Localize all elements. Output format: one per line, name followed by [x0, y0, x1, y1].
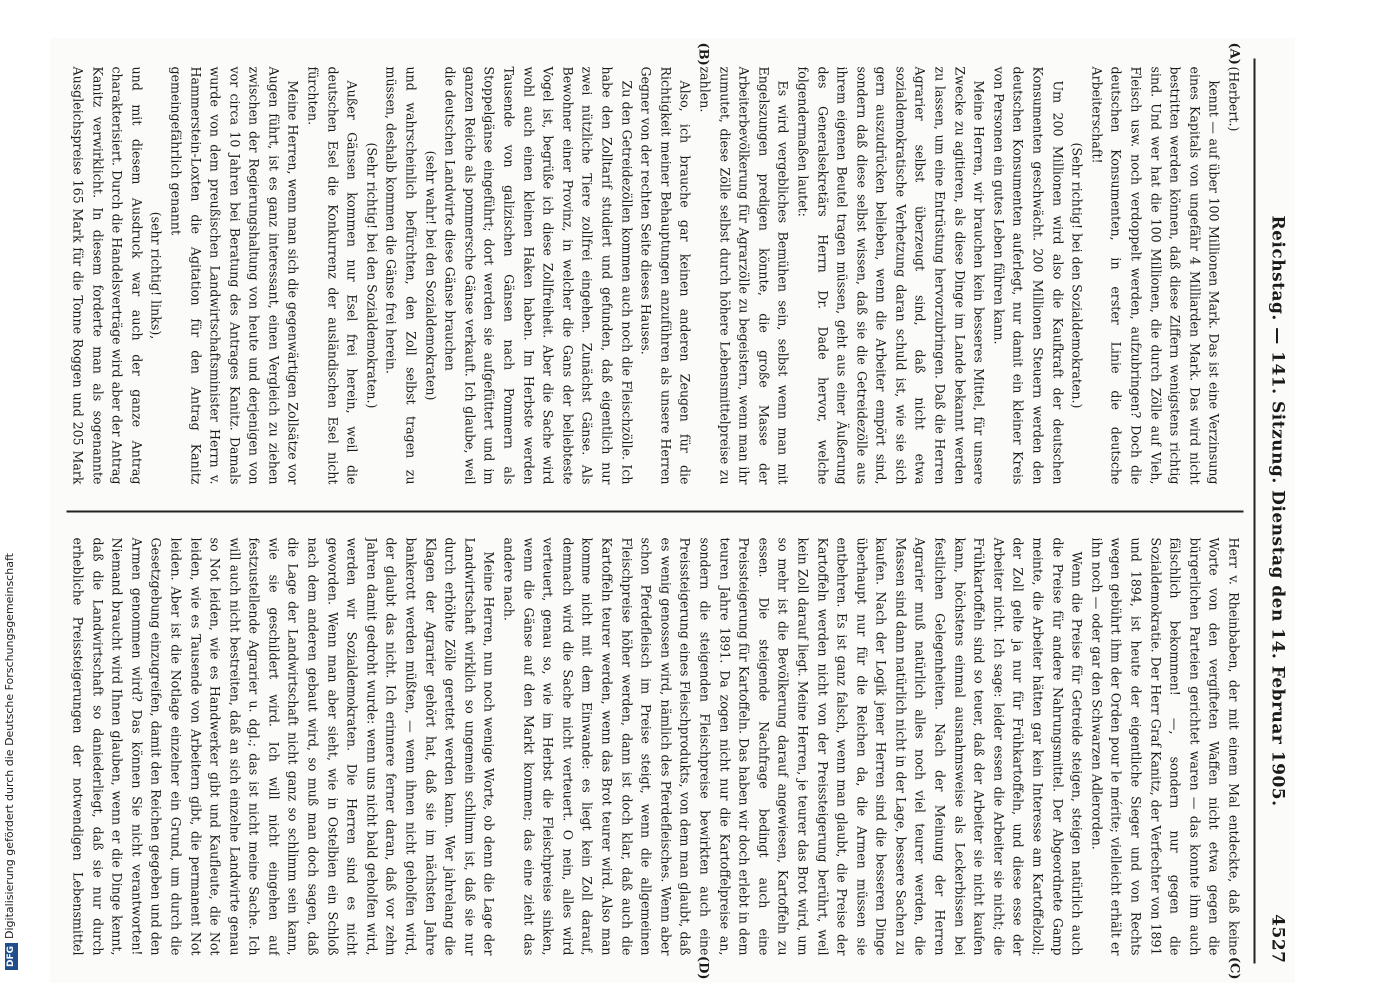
right-column [66, 537, 1243, 955]
page-number: 4527 [1267, 913, 1287, 963]
paragraph: Meine Herren, nun noch wenige Worte, ob denn die Lage der Landwirtschaft wirklich so ungemein schlimm ist, daß sie nur durch erhöhte Zölle gerettet werden kann. Wer jahrelang die Klagen der Agrarier gehört hat, daß sie im nächsten Jahre bankerott werden müßten, — wenn ihnen nicht geholfen wird, der glaubt das nicht. Ich erinnere ferner daran, daß vor zehn Jahren damit gedroht wurde: wenn uns nicht bald geholfen wird, werden wir Sozialdemokraten. Die Herren sind es nicht geworden. Wenn man aber sieht, wie in Ostelbien ein Schloß nach dem anderen gebaut wird, so muß man doch sagen, daß die Lage der Landwirtschaft nicht ganz so schlimm sein kann, wie sie geschildert wird. Ich will nicht eingehen auf festzustellende Agrarier u. dgl.; das ist nicht meine Sache. Ich will auch nicht bestreiten, daß an sich einzelne Landwirte genau so Not leiden, wie es Handwerker gibt und Kaufleute, die Not leiden, wie es Tausende von Arbeitern gibt, die permanent Not leiden. Aber ist die Notlage einzelner ein Grund, um durch die Gesetzgebung einzugreifen, damit den Reichen gegeben und den Armen genommen wird? Das können Sie nicht verantworten! Niemand braucht wird Ihnen glauben, wenn er die Dinge kennt, daß die Landwirtschaft so daniederliegt, daß sie nur durch erhebliche Preissteigerungen der notwendigen Lebensmittel [69, 537, 497, 955]
paragraph: Also, ich brauche gar keinen anderen Zeugen für die Richtigkeit meiner Behauptungen anzuführen als unsere Herren Gegner von der rechten Seite dieses Hauses. [638, 66, 693, 484]
page-header [1259, 58, 1287, 963]
header-rule [1253, 58, 1255, 963]
interjection: (sehr richtig! links), [148, 211, 164, 339]
paragraph: Außer Gänsen kommen nur Esel frei herein, weil die deutschen Esel die Konkurrenz der ausländischen Esel nicht fürchten. [305, 66, 360, 484]
paragraph: Meine Herren, wir brauchen kein besseres Mittel, für unsere Zwecke zu agitieren, als diese Dinge im Lande bekannt werden zu lassen, um eine Entrüstung hervorzubringen. Daß die Herren Agrarier selbst überzeugt sind, daß nicht etwa sozialdemokratische Verhetzung daran schuld ist, wie sie sich gern auszudrücken belieben, wenn die Arbeiter empört sind, sondern daß diese selbst wissen, daß sie die Getreidezölle aus ihrem eigenen Beutel tragen müssen, geht aus einer Äußerung des Generalsekretärs Herrn Dr. Dade hervor, welche folgendermaßen lautet: [794, 66, 987, 484]
digitization-notice [0, 10, 20, 970]
notice-text: Digitalisierung gefördert durch die Deutsche Forschungsgemeinschaft [3, 553, 16, 939]
paragraph: Zu den Getreidezöllen kommen auch noch die Fleischzölle. Ich habe den Zolltarif studiert und gefunden, daß eigentlich nur zwei nützliche Tiere zollfrei eingehen. Zunächst Gänse. Als Bewohner einer Provinz, in welcher die Gans der beliebteste Vogel ist, begrüße ich diese Zollfreiheit. Aber die Sache wird wohl auch einen kleinen Haken haben. Im Herbste werden Tausende von galizischen Gänsen nach Pommern als Stoppelgänse eingeführt; dort werden sie aufgefüttert und im ganzen Reiche als pommersche Gänse verkauft. Ich glaube, weil die deutschen Landwirte diese Gänse brauchen [442, 66, 634, 484]
page-title: Reichstag. — 141. Sitzung. Dienstag den 14. Februar 1905. [1267, 214, 1287, 807]
interjection: (Sehr richtig! bei den Sozialdemokraten.) [363, 142, 379, 408]
interjection: (Sehr richtig! bei den Sozialdemokraten.) [1069, 142, 1085, 408]
margin-marker-d: (D) [695, 955, 710, 979]
paragraph: Wenn die Preise für Getreide steigen, steigen natürlich auch die Preise für andere Nahrungsmittel. Der Abgeordnete Gamp meinte, die Arbeiter hätten gar kein Interesse am Kartoffelzoll; der Zoll gelte ja nur für Frühkartoffeln, und diese esse der Arbeiter nicht. Ich sage: leider essen die Arbeiter sie nicht; die Frühkartoffeln sind so teuer, daß der Arbeiter sie nicht kaufen kann, höchstens einmal ausnahmsweise als Leckerbissen bei festlichen Gelegenheiten. Nach der Meinung der Herren Agrarier muß natürlich alles noch viel teurer werden, die Massen sind dann natürlich nicht in der Lage, bessere Sachen zu kaufen. Nach der Logik jener Herren sind die besseren Dinge überhaupt nur für die Reichen da, die Armen müssen sie entbehren. Es ist ganz falsch, wenn man glaubt, die Preise der Kartoffeln werden nicht von der Preissteigerung berührt, weil kein Zoll darauf liegt. Meine Herren, je teurer das Brot wird, um so mehr ist die Bevölkerung darauf angewiesen, Kartoffeln zu essen. Die steigende Nachfrage bedingt auch eine Preissteigerung für Kartoffeln. Das haben wir doch erlebt in dem teuren Jahre 1891. Da zogen nicht nur die Kartoffelpreise an, sondern die steigenden Fleischpreise bewirkten auch eine Preissteigerung eines Fleischprodukts, von dem man glaubt, daß es wenig genossen wird, nämlich des Pferdefleisches. Wenn aber schon Pferdefleisch im Preise steigt, wenn die allgemeinen Fleischpreise höher werden, dann ist doch klar, daß auch die Kartoffeln teurer werden, wenn das Brot teurer wird. Also man komme nicht mit dem Einwande: es liegt kein Zoll darauf, demnach wird die Sache nicht verteuert. O nein, alles wird verteuert, genau so, wie im Herbst die Fleischpreise sinken, wenn die Gänse auf den Markt kommen; das eine zieht das andere nach. [501, 537, 1085, 955]
quotation: Es wird vergebliches Bemühen sein, selbst wenn man mit Engelszungen predigen könnte, die große Masse der Arbeiterbevölkerung für Agrarzölle zu begeistern, wenn man ihr zumutet, diese Zölle selbst durch höhere Lebensmittelpreise zu zahlen. [696, 66, 791, 484]
margin-marker-c: (C) [1226, 956, 1241, 979]
margin-marker-b: (B) [695, 42, 710, 66]
page-content [50, 38, 1295, 983]
dfg-logo: DFG [5, 943, 18, 970]
left-column [66, 66, 1243, 484]
paragraph: und mit diesem Ausdruck war auch der ganze Antrag charakterisiert. Durch die Handelsverträge wird aber der Antrag Kanitz verwirklicht. In diesem forderte man als sogenannte Ausgleichspreise 165 Mark für die Tonne Roggen und 205 Mark [69, 66, 144, 484]
paragraph: Herr v. Rheinbaben, der mit einem Mal entdeckte, daß keine Worte von den vergifteten Waffen nicht etwa gegen die bürgerlichen Parteien gerichtet waren — das konnte ihm auch fälschlich bekommen! —, sondern nur gegen die Sozialdemokratie. Der Herr Graf Kanitz, der Verfechter von 1891 und 1894, ist heute der eigentliche Sieger und von Rechts wegen gebührt ihm der Orden pour le mérite; vielleicht erhält er ihn noch — oder gar den Schwarzen Adlerorden. [1088, 537, 1241, 955]
margin-marker-a: (A) [1226, 42, 1241, 65]
paragraph: Meine Herren, wenn man sich die gegenwärtigen Zollsätze vor Augen führt, ist es ganz interessant, einen Vergleich zu ziehen zwischen der Regierungshaltung von heute und derjenigen von vor circa 10 Jahren bei Beratung des Antrages Kanitz. Damals wurde von dem preußischen Landwirtschaftsminister Herrn v. Hammerstein-Loxten die Agitation für den Antrag Kanitz gemeingefährlich genannt [167, 66, 301, 484]
interjection: (sehr wahr! bei den Sozialdemokraten) [422, 150, 438, 400]
paragraph: und wahrscheinlich befürchten, den Zoll selbst tragen zu müssen, deshalb kommen die Gänse frei herein. [383, 66, 419, 484]
scanned-page [50, 38, 1295, 983]
margin-strip [0, 0, 20, 1000]
paragraph: kennt — auf über 100 Millionen Mark. Das ist eine Verzinsung eines Kapitals von ungefähr 4 Milliarden Mark. Das wird nicht bestritten werden können, daß diese Ziffern wenigstens richtig sind. Und wer hat die 100 Millionen, die durch Zölle auf Vieh, Fleisch usw. noch verdoppelt werden, aufzubringen? Doch die deutschen Konsumenten, in erster Linie die deutsche Arbeiterschaft! [1088, 66, 1222, 484]
column-divider [66, 510, 1243, 512]
paragraph: Um 200 Millionen wird also die Kaufkraft der deutschen Konsumenten geschwächt. 200 Millionen Steuern werden den deutschen Konsumenten auferlegt, nur damit ein kleiner Kreis von Personen ein gutes Leben führen kann. [990, 66, 1065, 484]
speaker-name: (Herbert.) [1226, 66, 1241, 131]
